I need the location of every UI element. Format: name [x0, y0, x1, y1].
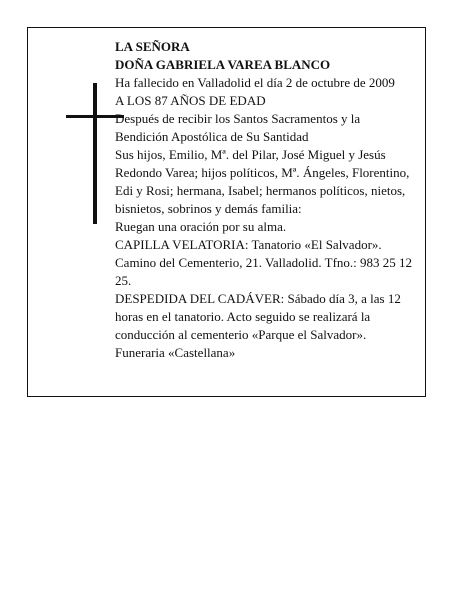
funeral-farewell: DESPEDIDA DEL CADÁVER: Sábado día 3, a las 12 horas en el tanatorio. Acto seguido se realizará la conducción al cementerio «Parque el Salvador». [115, 291, 401, 342]
funeral-home: Funeraria «Castellana» [115, 345, 236, 360]
prayer-request: Ruegan una oración por su alma. [115, 219, 287, 234]
cross-vertical-bar [93, 83, 97, 224]
family-line: Sus hijos, Emilio, Mª. del Pilar, José Miguel y Jesús Redondo Varea; hijos políticos, Mª. Ángeles, Florentino, Edi y Rosi; hermana, Isabel; hermanos políticos, nietos, bisnietos, sobrinos y demás familia: [115, 147, 410, 216]
funeral-chapel: CAPILLA VELATORIA: Tanatorio «El Salvador». Camino del Cementerio, 21. Valladolid. Tfno.: 983 25 12 25. [115, 237, 413, 288]
age-line: A LOS 87 AÑOS DE EDAD [115, 93, 266, 108]
sacraments-line: Después de recibir los Santos Sacramentos y la Bendición Apostólica de Su Santidad [115, 111, 361, 144]
notice-text [115, 38, 415, 362]
deceased-name: DOÑA GABRIELA VAREA BLANCO [115, 57, 331, 72]
honorific-heading: LA SEÑORA [115, 39, 190, 54]
death-announcement: Ha fallecido en Valladolid el día 2 de octubre de 2009 [115, 75, 395, 90]
